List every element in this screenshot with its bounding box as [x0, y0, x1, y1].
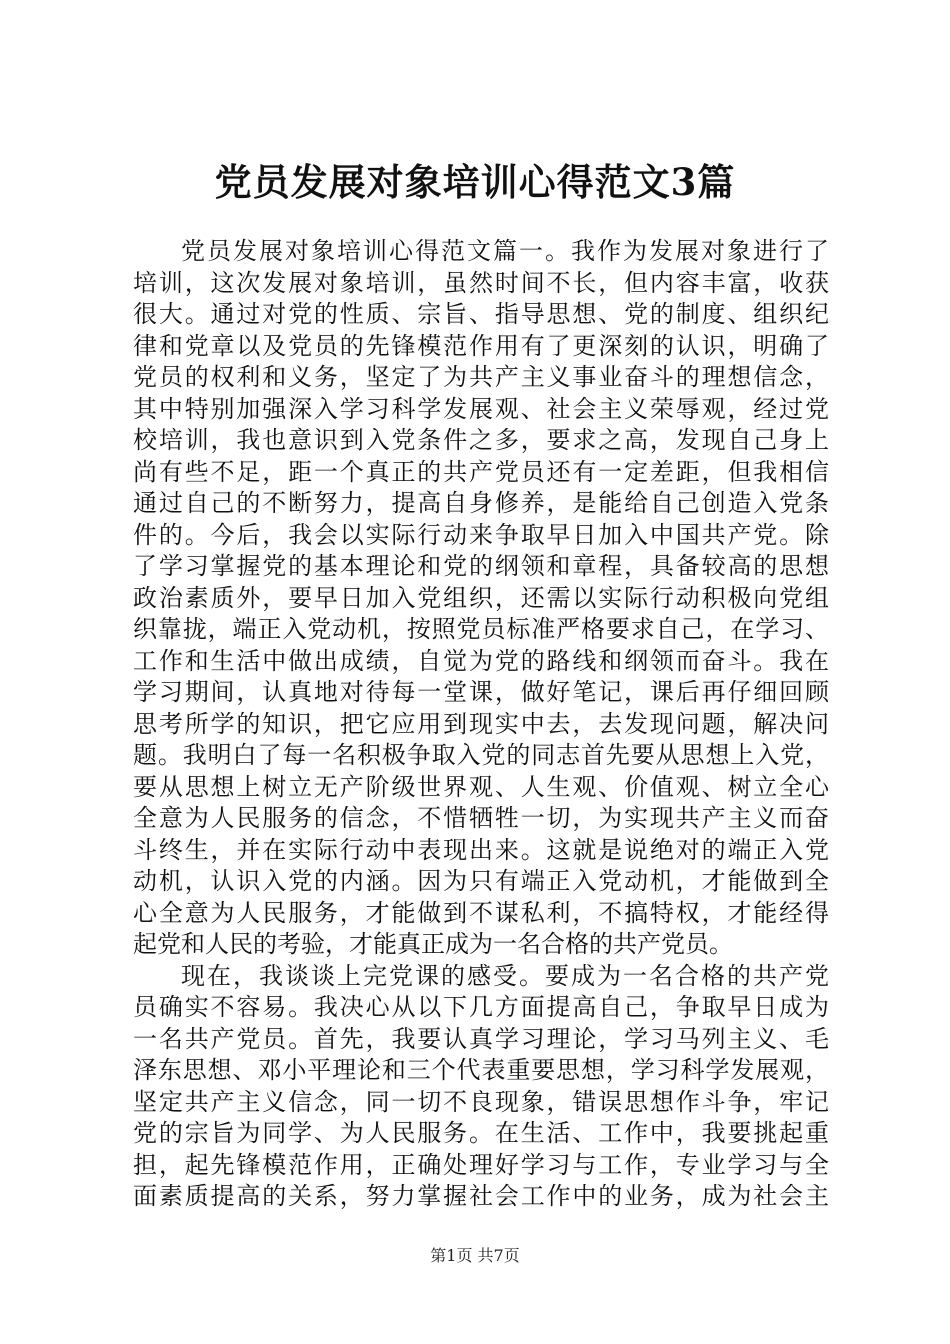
page-footer: 第1页 共7页 [430, 1246, 520, 1265]
paragraph-line: 政治素质外，要早日加入党组织，还需以实际行动积极向党组 [133, 583, 829, 612]
paragraph-line: 件的。今后，我会以实际行动来争取早日加入中国共产党。除 [133, 520, 829, 549]
paragraph-line: 尚有些不足，距一个真正的共产党员还有一定差距，但我相信 [133, 457, 829, 486]
paragraph-line: 党员的权利和义务，坚定了为共产主义事业奋斗的理想信念， [133, 363, 829, 391]
paragraph-line: 思考所学的知识，把它应用到现实中去，去发现问题，解决问 [133, 709, 829, 738]
paragraph-line: 动机，认识入党的内涵。因为只有端正入党动机，才能做到全 [133, 867, 829, 895]
paragraph-line: 校培训，我也意识到入党条件之多，要求之高，发现自己身上 [133, 426, 829, 454]
paragraph-line: 心全意为人民服务，才能做到不谋私利，不搞特权，才能经得 [133, 898, 829, 927]
paragraph-line: 题。我明白了每一名积极争取入党的同志首先要从思想上入党， [133, 741, 829, 769]
paragraph-line: 起党和人民的考验，才能真正成为一名合格的共产党员。 [133, 930, 733, 958]
paragraph-line: 现在，我谈谈上完党课的感受。要成为一名合格的共产党 [181, 961, 829, 990]
paragraph-line: 律和党章以及党员的先锋模范作用有了更深刻的认识，明确了 [133, 331, 829, 360]
paragraph-line: 了学习掌握党的基本理论和党的纲领和章程，具备较高的思想 [133, 552, 829, 580]
document-body [133, 236, 829, 1213]
paragraph-line: 泽东思想、邓小平理论和三个代表重要思想，学习科学发展观， [133, 1056, 829, 1084]
paragraph-line: 其中特别加强深入学习科学发展观、社会主义荣辱观，经过党 [133, 394, 829, 423]
paragraph-line: 培训，这次发展对象培训，虽然时间不长，但内容丰富，收获 [133, 268, 829, 297]
paragraph-line: 员确实不容易。我决心从以下几方面提高自己，争取早日成为 [133, 993, 829, 1021]
paragraph-line: 斗终生，并在实际行动中表现出来。这就是说绝对的端正入党 [133, 835, 829, 864]
paragraph-line: 学习期间，认真地对待每一堂课，做好笔记，课后再仔细回顾 [133, 678, 829, 706]
paragraph-line: 党员发展对象培训心得范文篇一。我作为发展对象进行了 [181, 237, 829, 265]
paragraph-line: 一名共产党员。首先，我要认真学习理论，学习马列主义、毛 [133, 1024, 829, 1053]
paragraph [133, 236, 829, 961]
paragraph-line: 织靠拢，端正入党动机，按照党员标准严格要求自己，在学习、 [133, 615, 829, 643]
paragraph [133, 961, 829, 1213]
document-title: 党员发展对象培训心得范文3篇 [214, 160, 736, 204]
paragraph-line: 很大。通过对党的性质、宗旨、指导思想、党的制度、组织纪 [133, 300, 829, 328]
paragraph-line: 全意为人民服务的信念，不惜牺牲一切，为实现共产主义而奋 [133, 804, 829, 832]
paragraph-line: 党的宗旨为同学、为人民服务。在生活、工作中，我要挑起重 [133, 1119, 829, 1147]
paragraph-line: 通过自己的不断努力，提高自身修养，是能给自己创造入党条 [133, 489, 829, 517]
paragraph-line: 要从思想上树立无产阶级世界观、人生观、价值观、树立全心 [133, 772, 829, 801]
paragraph-line: 工作和生活中做出成绩，自觉为党的路线和纲领而奋斗。我在 [133, 646, 829, 675]
paragraph-line: 担，起先锋模范作用，正确处理好学习与工作，专业学习与全 [133, 1150, 829, 1179]
paragraph-line: 面素质提高的关系，努力掌握社会工作中的业务，成为社会主 [133, 1182, 829, 1210]
paragraph-line: 坚定共产主义信念，同一切不良现象，错误思想作斗争，牢记 [133, 1087, 829, 1116]
